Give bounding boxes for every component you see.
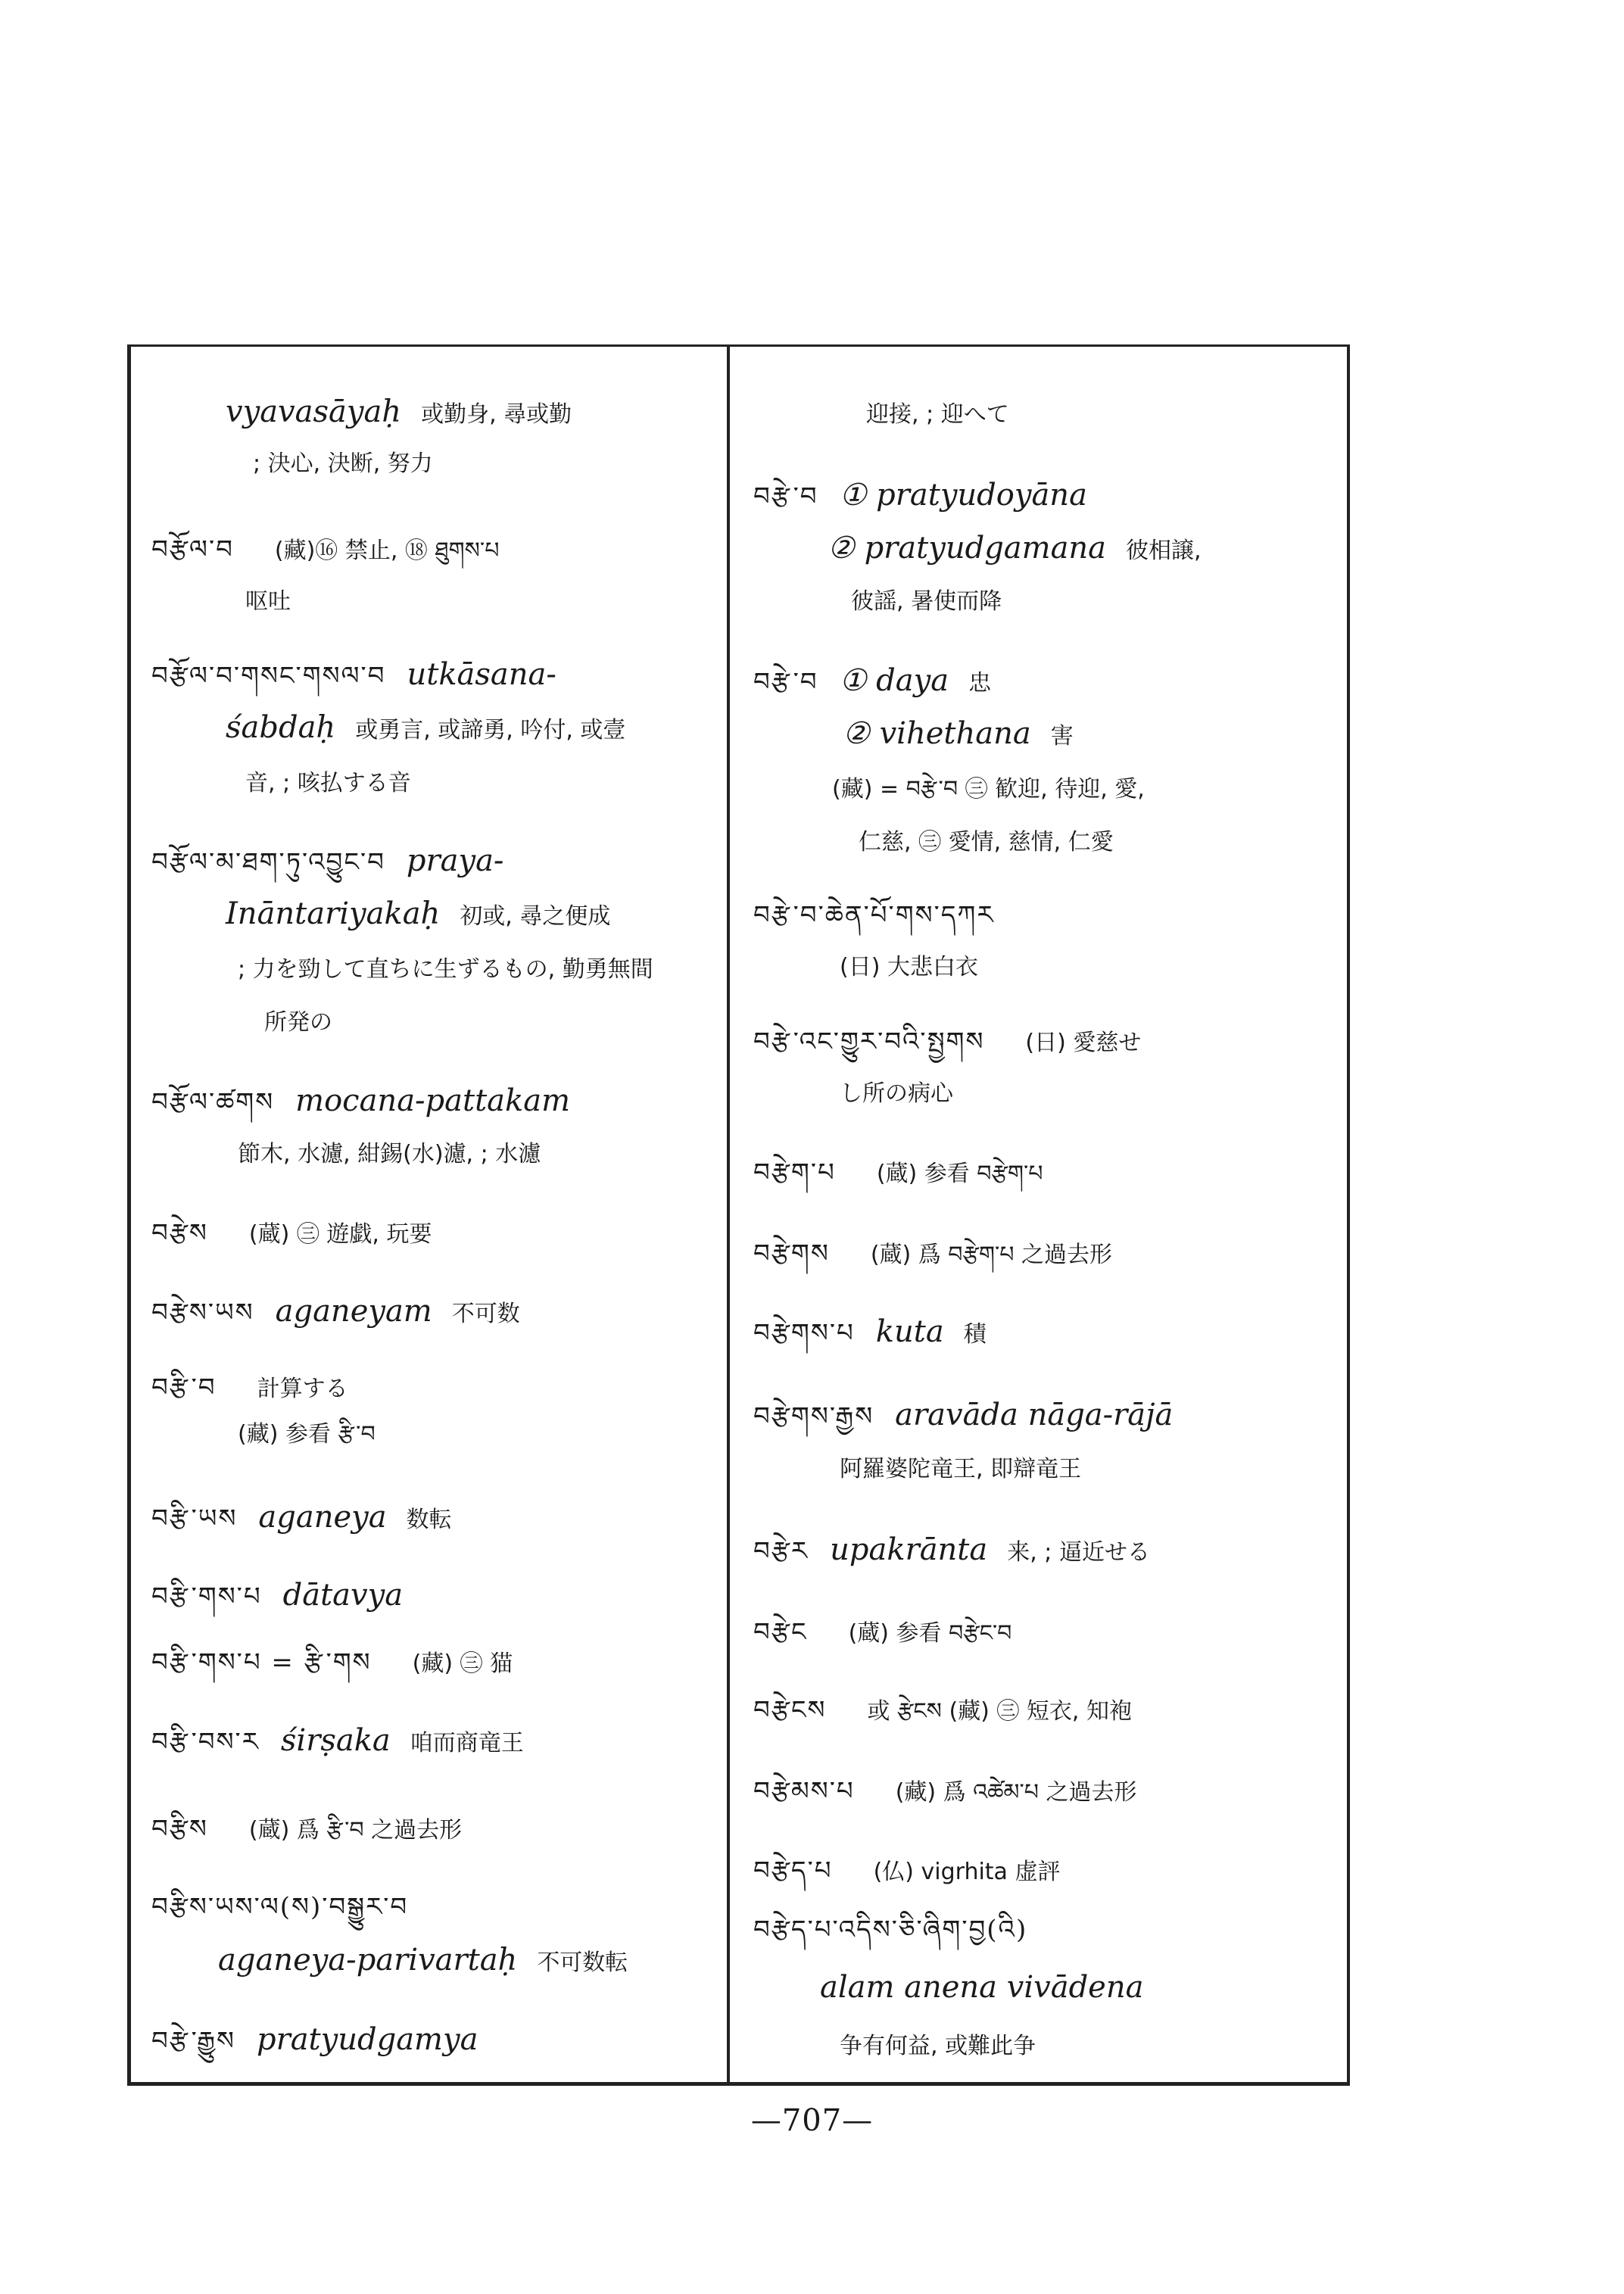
dictionary-entry <box>753 818 1336 865</box>
dictionary-entry <box>151 1210 712 1257</box>
dictionary-entry <box>753 2021 1336 2068</box>
dictionary-entry <box>753 1018 1336 1065</box>
gloss-text: (日) 大悲白衣 <box>840 954 978 980</box>
sanskrit-term: śabdaḥ <box>226 710 336 745</box>
dictionary-entry <box>151 1079 712 1126</box>
gloss-text: (藏) 参看 རྩི་བ <box>238 1421 376 1448</box>
tibetan-headword: བརྩེགས་པ <box>753 1318 855 1348</box>
sanskrit-term: ② vihethana <box>843 716 1031 751</box>
sanskrit-term: dātavya <box>282 1578 404 1613</box>
tibetan-headword: བརྩེག་པ <box>753 1158 836 1188</box>
sanskrit-term: upakrānta <box>830 1532 988 1567</box>
gloss-text: ; 決心, 決断, 努力 <box>253 450 433 477</box>
tibetan-headword: བརྩེས <box>151 1218 208 1248</box>
gloss-text: 不可数 <box>451 1301 520 1327</box>
dictionary-entry <box>151 759 712 806</box>
sanskrit-term: aravāda nāga-rājā <box>895 1398 1174 1432</box>
gloss-text: (蔵) 爲 རྩི་བ 之過去形 <box>248 1817 463 1844</box>
dictionary-entry <box>753 1069 1336 1116</box>
tibetan-headword: བརྩེར <box>753 1536 809 1566</box>
tibetan-headword: བརྩེངས <box>753 1695 827 1725</box>
dictionary-entry <box>151 1495 712 1542</box>
tibetan-headword: བརྩོལ་ཚགས <box>151 1087 275 1117</box>
gloss-text: 仁慈, ㊂ 愛情, 慈情, 仁愛 <box>859 829 1114 856</box>
dictionary-entry <box>753 526 1336 573</box>
tibetan-headword: བརྩེད་པ <box>753 1856 833 1886</box>
sanskrit-term: aganeya <box>258 1500 387 1535</box>
gloss-text: 或勇言, 或諦勇, 吟付, 或壹 <box>355 717 626 743</box>
sanskrit-term: alam anena vivādena <box>820 1970 1144 2005</box>
dictionary-entry <box>151 998 712 1045</box>
dictionary-entry <box>753 1906 1336 1953</box>
dictionary-entry <box>151 653 712 700</box>
gloss-text: (藏) ㊂ 猫 <box>412 1650 513 1677</box>
dictionary-entry <box>151 706 712 753</box>
dictionary-entry <box>753 765 1336 812</box>
dictionary-entry <box>151 439 712 486</box>
tibetan-headword: བརྩེ་རྒྱུས <box>151 2026 235 2056</box>
sanskrit-term: vyavasāyaḥ <box>226 394 402 429</box>
sanskrit-term: aganeya-parivartaḥ <box>218 1943 518 1978</box>
tibetan-headword: བརྩེད་པ་འདིས་ཅི་ཞིག་བྱ(འི) <box>753 1915 1028 1945</box>
tibetan-headword: བརྩི་གས་པ <box>151 1582 262 1612</box>
dictionary-entry <box>151 839 712 886</box>
dictionary-entry <box>753 1310 1336 1357</box>
dictionary-entry <box>753 473 1336 520</box>
dictionary-entry <box>753 1230 1336 1277</box>
dictionary-entry <box>151 390 712 437</box>
tibetan-headword: བརྩེས་ཡས <box>151 1298 254 1328</box>
gloss-text: し所の病心 <box>840 1080 953 1107</box>
gloss-text: 咱而商竜王 <box>410 1730 524 1756</box>
gloss-text: (蔵) 爲 བརྩེག་པ 之過去形 <box>870 1242 1113 1268</box>
tibetan-headword: བརྩོལ་མ་ཐག་ཏུ་འབྱུང་བ <box>151 847 385 877</box>
gloss-text: 彼謡, 暑使而降 <box>851 588 1002 615</box>
dictionary-entry <box>151 1884 712 1931</box>
dictionary-entry <box>753 390 1336 437</box>
gloss-text: 数転 <box>406 1507 452 1533</box>
gloss-text: 迎接, ; 迎へて <box>866 401 1009 428</box>
gloss-text: 積 <box>963 1321 987 1348</box>
tibetan-headword: བརྩོལ་བ <box>151 535 234 565</box>
dictionary-entry <box>151 1938 712 1985</box>
gloss-text: 或 རྩེངས (藏) ㊂ 短衣, 知袍 <box>867 1698 1133 1725</box>
dictionary-entry <box>151 1573 712 1620</box>
tibetan-headword: བརྩེ་བ <box>753 667 818 697</box>
gloss-text: ; 力を勁して直ちに生ずるもの, 勤勇無間 <box>238 956 653 983</box>
dictionary-entry <box>753 1687 1336 1734</box>
dictionary-entry <box>151 1130 712 1177</box>
tibetan-headword: བརྩི་གས་པ = རྩི་གས <box>151 1647 372 1678</box>
dictionary-entry <box>753 712 1336 759</box>
dictionary-entry <box>151 1806 712 1853</box>
dictionary-entry <box>753 892 1336 939</box>
dictionary-entry <box>151 1410 712 1457</box>
dictionary-entry <box>753 1965 1336 2012</box>
dictionary-entry <box>753 1847 1336 1894</box>
gloss-text: 呕吐 <box>245 588 291 615</box>
tibetan-headword: བརྩི་བས་ར <box>151 1727 260 1757</box>
tibetan-headword: བརྩིས་ཡས་ལ(ས)་བསྒྱུར་བ <box>151 1892 409 1922</box>
gloss-text: (藏) = བརྩེ་བ ㊂ 歓迎, 待迎, 愛, <box>832 776 1145 803</box>
gloss-text: (仏) vigrhita 虚評 <box>873 1859 1061 1885</box>
dictionary-entry <box>151 892 712 939</box>
sanskrit-term: aganeyam <box>275 1294 432 1329</box>
gloss-text: (日) 愛慈せ <box>1025 1030 1142 1056</box>
tibetan-headword: བརྩེ་བ་ཆེན་པོ་གས་དཀར <box>753 900 995 930</box>
sanskrit-term: ① daya <box>839 663 949 698</box>
gloss-text: (蔵) ㊂ 遊戯, 玩要 <box>248 1221 432 1248</box>
tibetan-headword: བརྩིས <box>151 1814 208 1844</box>
gloss-text: (藏) 爲 འཚེམ་པ 之過去形 <box>895 1779 1137 1806</box>
tibetan-headword: བརྩེ་བ <box>753 482 818 512</box>
dictionary-entry <box>753 1609 1336 1656</box>
tibetan-headword: བརྩོལ་བ་གསང་གསལ་བ <box>151 661 386 691</box>
dictionary-entry <box>151 1719 712 1766</box>
sanskrit-term: Ināntariyakaḥ <box>226 896 441 931</box>
dictionary-entry <box>151 1639 712 1686</box>
tibetan-headword: བརྩེམས་པ <box>753 1776 855 1806</box>
dictionary-entry <box>151 1364 712 1411</box>
sanskrit-term: pratyudgamya <box>256 2022 478 2057</box>
tibetan-headword: བརྩེང <box>753 1617 808 1647</box>
tibetan-headword: བརྩེ་འང་གྱུར་བའི་སྤྱགས <box>753 1027 985 1057</box>
gloss-text: 初或, 尋之便成 <box>460 903 611 930</box>
sanskrit-term: praya- <box>406 843 504 878</box>
gloss-text: 彼相譲, <box>1126 538 1202 564</box>
column-divider <box>727 344 730 2086</box>
gloss-text: 阿羅婆陀竜王, 即辯竜王 <box>840 1456 1082 1482</box>
dictionary-entry <box>753 577 1336 624</box>
dictionary-entry <box>151 945 712 992</box>
gloss-text: 来, ; 逼近せる <box>1007 1539 1150 1566</box>
dictionary-entry <box>753 943 1336 990</box>
gloss-text: (蔵) 参看 བརྩེང་བ <box>848 1620 1012 1647</box>
sanskrit-term: ① pratyudoyāna <box>839 478 1087 513</box>
dictionary-entry <box>151 2018 712 2065</box>
gloss-text: 或勤身, 尋或勤 <box>421 401 572 428</box>
gloss-text: 音, ; 咳払する音 <box>245 770 411 796</box>
dictionary-entry <box>753 1528 1336 1575</box>
sanskrit-term: mocana-pattakam <box>295 1083 571 1118</box>
gloss-text: (藏)⑯ 禁止, ⑱ ཐུགས་པ <box>274 538 500 564</box>
gloss-text: 不可数転 <box>537 1950 628 1976</box>
dictionary-entry <box>753 1445 1336 1491</box>
dictionary-entry <box>151 1289 712 1336</box>
dictionary-entry <box>753 1393 1336 1440</box>
sanskrit-term: utkāsana- <box>407 657 556 692</box>
sanskrit-term: śirṣaka <box>280 1723 391 1758</box>
dictionary-entry <box>753 659 1336 706</box>
dictionary-entry <box>753 1149 1336 1196</box>
sanskrit-term: kuta <box>875 1314 944 1349</box>
gloss-text: 忠 <box>968 670 992 697</box>
dictionary-entry <box>151 577 712 624</box>
gloss-text: 争有何益, 或難此争 <box>840 2033 1036 2059</box>
tibetan-headword: བརྩི་ཡས <box>151 1504 238 1534</box>
gloss-text: 害 <box>1050 723 1074 750</box>
gloss-text: 節木, 水濾, 紺錫(水)濾, ; 水濾 <box>238 1141 541 1167</box>
tibetan-headword: བརྩེགས་རྒྱས <box>753 1401 874 1432</box>
dictionary-entry <box>151 526 712 573</box>
sanskrit-term: ② pratyudgamana <box>828 531 1107 566</box>
dictionary-entry <box>753 1768 1336 1815</box>
gloss-text: 計算する <box>257 1376 348 1402</box>
tibetan-headword: བརྩེགས <box>753 1239 830 1269</box>
tibetan-headword: བརྩི་བ <box>151 1373 217 1403</box>
page-number: —707— <box>750 2103 874 2138</box>
gloss-text: (蔵) 参看 བརྩེག་པ <box>876 1161 1043 1187</box>
gloss-text: 所発の <box>264 1009 332 1036</box>
